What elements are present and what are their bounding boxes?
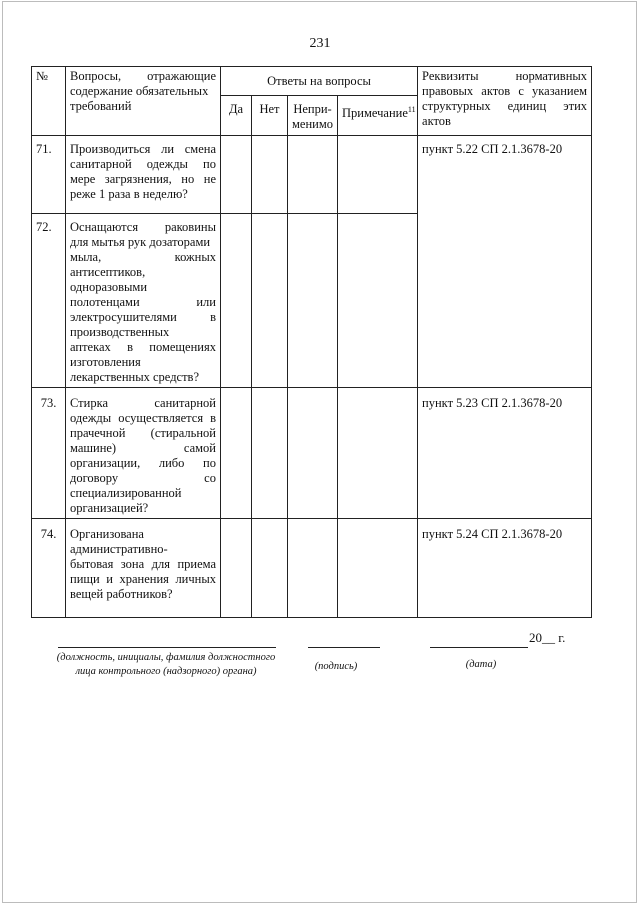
header-questions-word: Вопросы, — [70, 69, 122, 83]
header-na-line1: Непри- — [293, 102, 332, 116]
question-line: административно- — [70, 542, 168, 556]
header-questions-line: требований — [70, 99, 132, 113]
question-line: одежды осуществляется в — [70, 411, 216, 425]
question-line: одноразовыми — [70, 280, 148, 294]
header-requisites-line: правовых актов с указанием — [422, 84, 588, 98]
row-requisite: пункт 5.22 СП 2.1.3678-20 — [418, 136, 592, 388]
header-questions-line — [70, 69, 216, 84]
row-num: 72. — [32, 214, 66, 388]
header-requisites — [418, 67, 592, 136]
header-requisites-line: структурных единиц этих — [422, 99, 588, 113]
header-answers-group: Ответы на вопросы — [221, 67, 418, 96]
question-line: санитарной одежды по — [70, 157, 216, 171]
question-line: мыла, кожных — [70, 250, 216, 264]
row-question — [66, 519, 221, 618]
row-requisite: пункт 5.24 СП 2.1.3678-20 — [418, 519, 592, 618]
answer-yes-cell[interactable] — [221, 136, 252, 214]
header-na-line2: менимо — [292, 117, 333, 131]
question-line: реже 1 раза в неделю? — [70, 187, 188, 201]
position-caption-line1: (должность, инициалы, фамилия должностного — [56, 652, 276, 663]
position-caption-line2: лица контрольного (надзорного) органа) — [75, 666, 257, 677]
answer-na-cell[interactable] — [288, 388, 338, 519]
row-requisite: пункт 5.23 СП 2.1.3678-20 — [418, 388, 592, 519]
row-question — [66, 136, 221, 214]
question-line: машине) самой — [70, 441, 216, 455]
row-question — [66, 214, 221, 388]
question-line: мере загрязнения, но не — [70, 172, 216, 186]
table-row — [32, 519, 592, 618]
question-line: аптеках в помещениях — [70, 340, 216, 354]
question-line: лекарственных средств? — [70, 370, 200, 384]
answer-yes-cell[interactable] — [221, 214, 252, 388]
question-line: организации, либо по — [70, 456, 216, 470]
answer-yes-cell[interactable] — [221, 519, 252, 618]
row-num: 71. — [32, 136, 66, 214]
question-line: организацией? — [70, 501, 149, 515]
row-num: 73. — [32, 388, 66, 519]
answer-no-cell[interactable] — [252, 136, 288, 214]
table-row — [32, 388, 592, 519]
signature-caption: (подпись) — [314, 661, 358, 672]
header-yes: Да — [221, 96, 252, 136]
answer-na-cell[interactable] — [288, 214, 338, 388]
question-line: полотенцами или — [70, 295, 216, 309]
header-no: Нет — [252, 96, 288, 136]
question-line: производственных — [70, 325, 170, 339]
answer-no-cell[interactable] — [252, 214, 288, 388]
question-line: Производиться ли смена — [70, 142, 216, 156]
question-line: вещей работников? — [70, 587, 173, 601]
question-line: бытовая зона для приема — [70, 557, 216, 571]
question-line: Организована — [70, 527, 144, 541]
answer-note-cell[interactable] — [338, 136, 418, 214]
table-row — [32, 136, 592, 214]
header-not-applicable — [288, 96, 338, 136]
question-line: для мытья рук дозаторами — [70, 235, 211, 249]
question-line: Оснащаются раковины — [70, 220, 216, 234]
question-line: антисептиков, — [70, 265, 146, 279]
header-requisites-line: актов — [422, 114, 451, 128]
table-header-row-1 — [32, 67, 592, 96]
answer-note-cell[interactable] — [338, 388, 418, 519]
answer-no-cell[interactable] — [252, 519, 288, 618]
header-note-label: Примечание — [342, 106, 408, 121]
question-line: договору со — [70, 471, 216, 485]
date-caption: (дата) — [465, 659, 497, 670]
header-note — [338, 96, 418, 136]
answer-no-cell[interactable] — [252, 388, 288, 519]
header-note-footnote: 11 — [407, 105, 416, 114]
row-question — [66, 388, 221, 519]
question-line: изготовления — [70, 355, 141, 369]
answer-note-cell[interactable] — [338, 214, 418, 388]
checklist-table — [31, 66, 592, 618]
page-number: 231 — [309, 36, 331, 51]
question-line: прачечной (стиральной — [70, 426, 216, 440]
date-year-suffix: 20__ г. — [529, 630, 566, 645]
question-line: Стирка санитарной — [70, 396, 216, 410]
header-questions — [66, 67, 221, 136]
header-num: № — [32, 67, 66, 136]
header-questions-line: содержание обязательных — [70, 84, 209, 98]
answer-yes-cell[interactable] — [221, 388, 252, 519]
answer-na-cell[interactable] — [288, 519, 338, 618]
header-requisites-line: Реквизиты нормативных — [422, 69, 588, 83]
header-questions-word: отражающие — [147, 69, 216, 83]
question-line: электросушителями в — [70, 310, 216, 324]
row-num: 74. — [32, 519, 66, 618]
answer-na-cell[interactable] — [288, 136, 338, 214]
question-line: специализированной — [70, 486, 182, 500]
question-line: пищи и хранения личных — [70, 572, 216, 586]
answer-note-cell[interactable] — [338, 519, 418, 618]
